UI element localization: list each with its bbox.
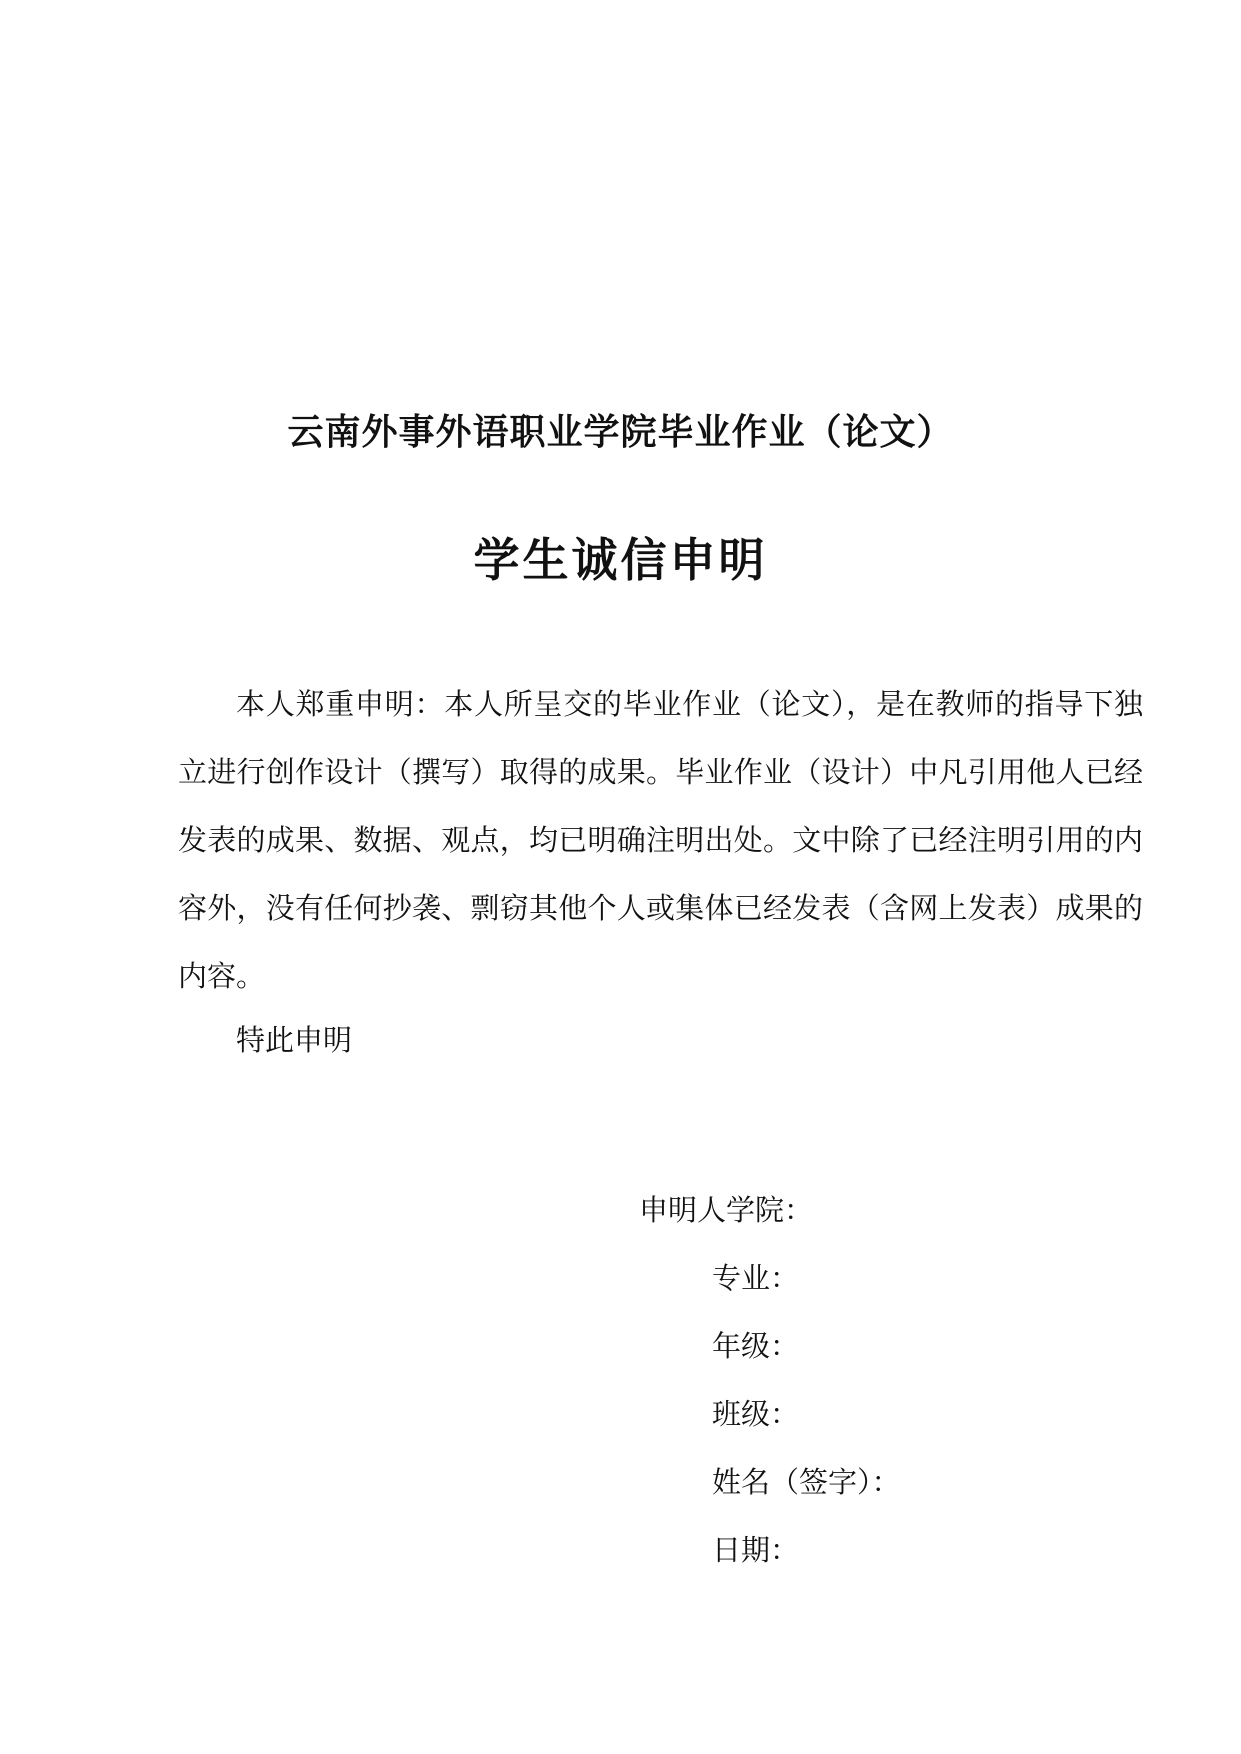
closing-line: 特此申明 [236, 1023, 353, 1057]
date-label: 日期： [712, 1533, 800, 1567]
class-label: 班级： [712, 1397, 800, 1431]
declaration-paragraph: 本人郑重申明：本人所呈交的毕业作业（论文），是在教师的指导下独立进行创作设计（撰写）取得的成果。毕业作业（设计）中凡引用他人已经发表的成果、数据、观点，均已明确注明出处。文中除了已经注明引用的内容外，没有任何抄袭、剽窃其他个人或集体已经发表（含网上发表）成果的内容。 [178, 687, 1143, 993]
document-title: 学生诚信申明 [473, 533, 768, 587]
school-title: 云南外事外语职业学院毕业作业（论文） [287, 412, 954, 453]
name-signature-label: 姓名（签字）： [712, 1465, 901, 1499]
grade-label: 年级： [712, 1329, 800, 1363]
college-label: 申明人学院： [639, 1193, 814, 1227]
major-label: 专业： [712, 1261, 800, 1295]
